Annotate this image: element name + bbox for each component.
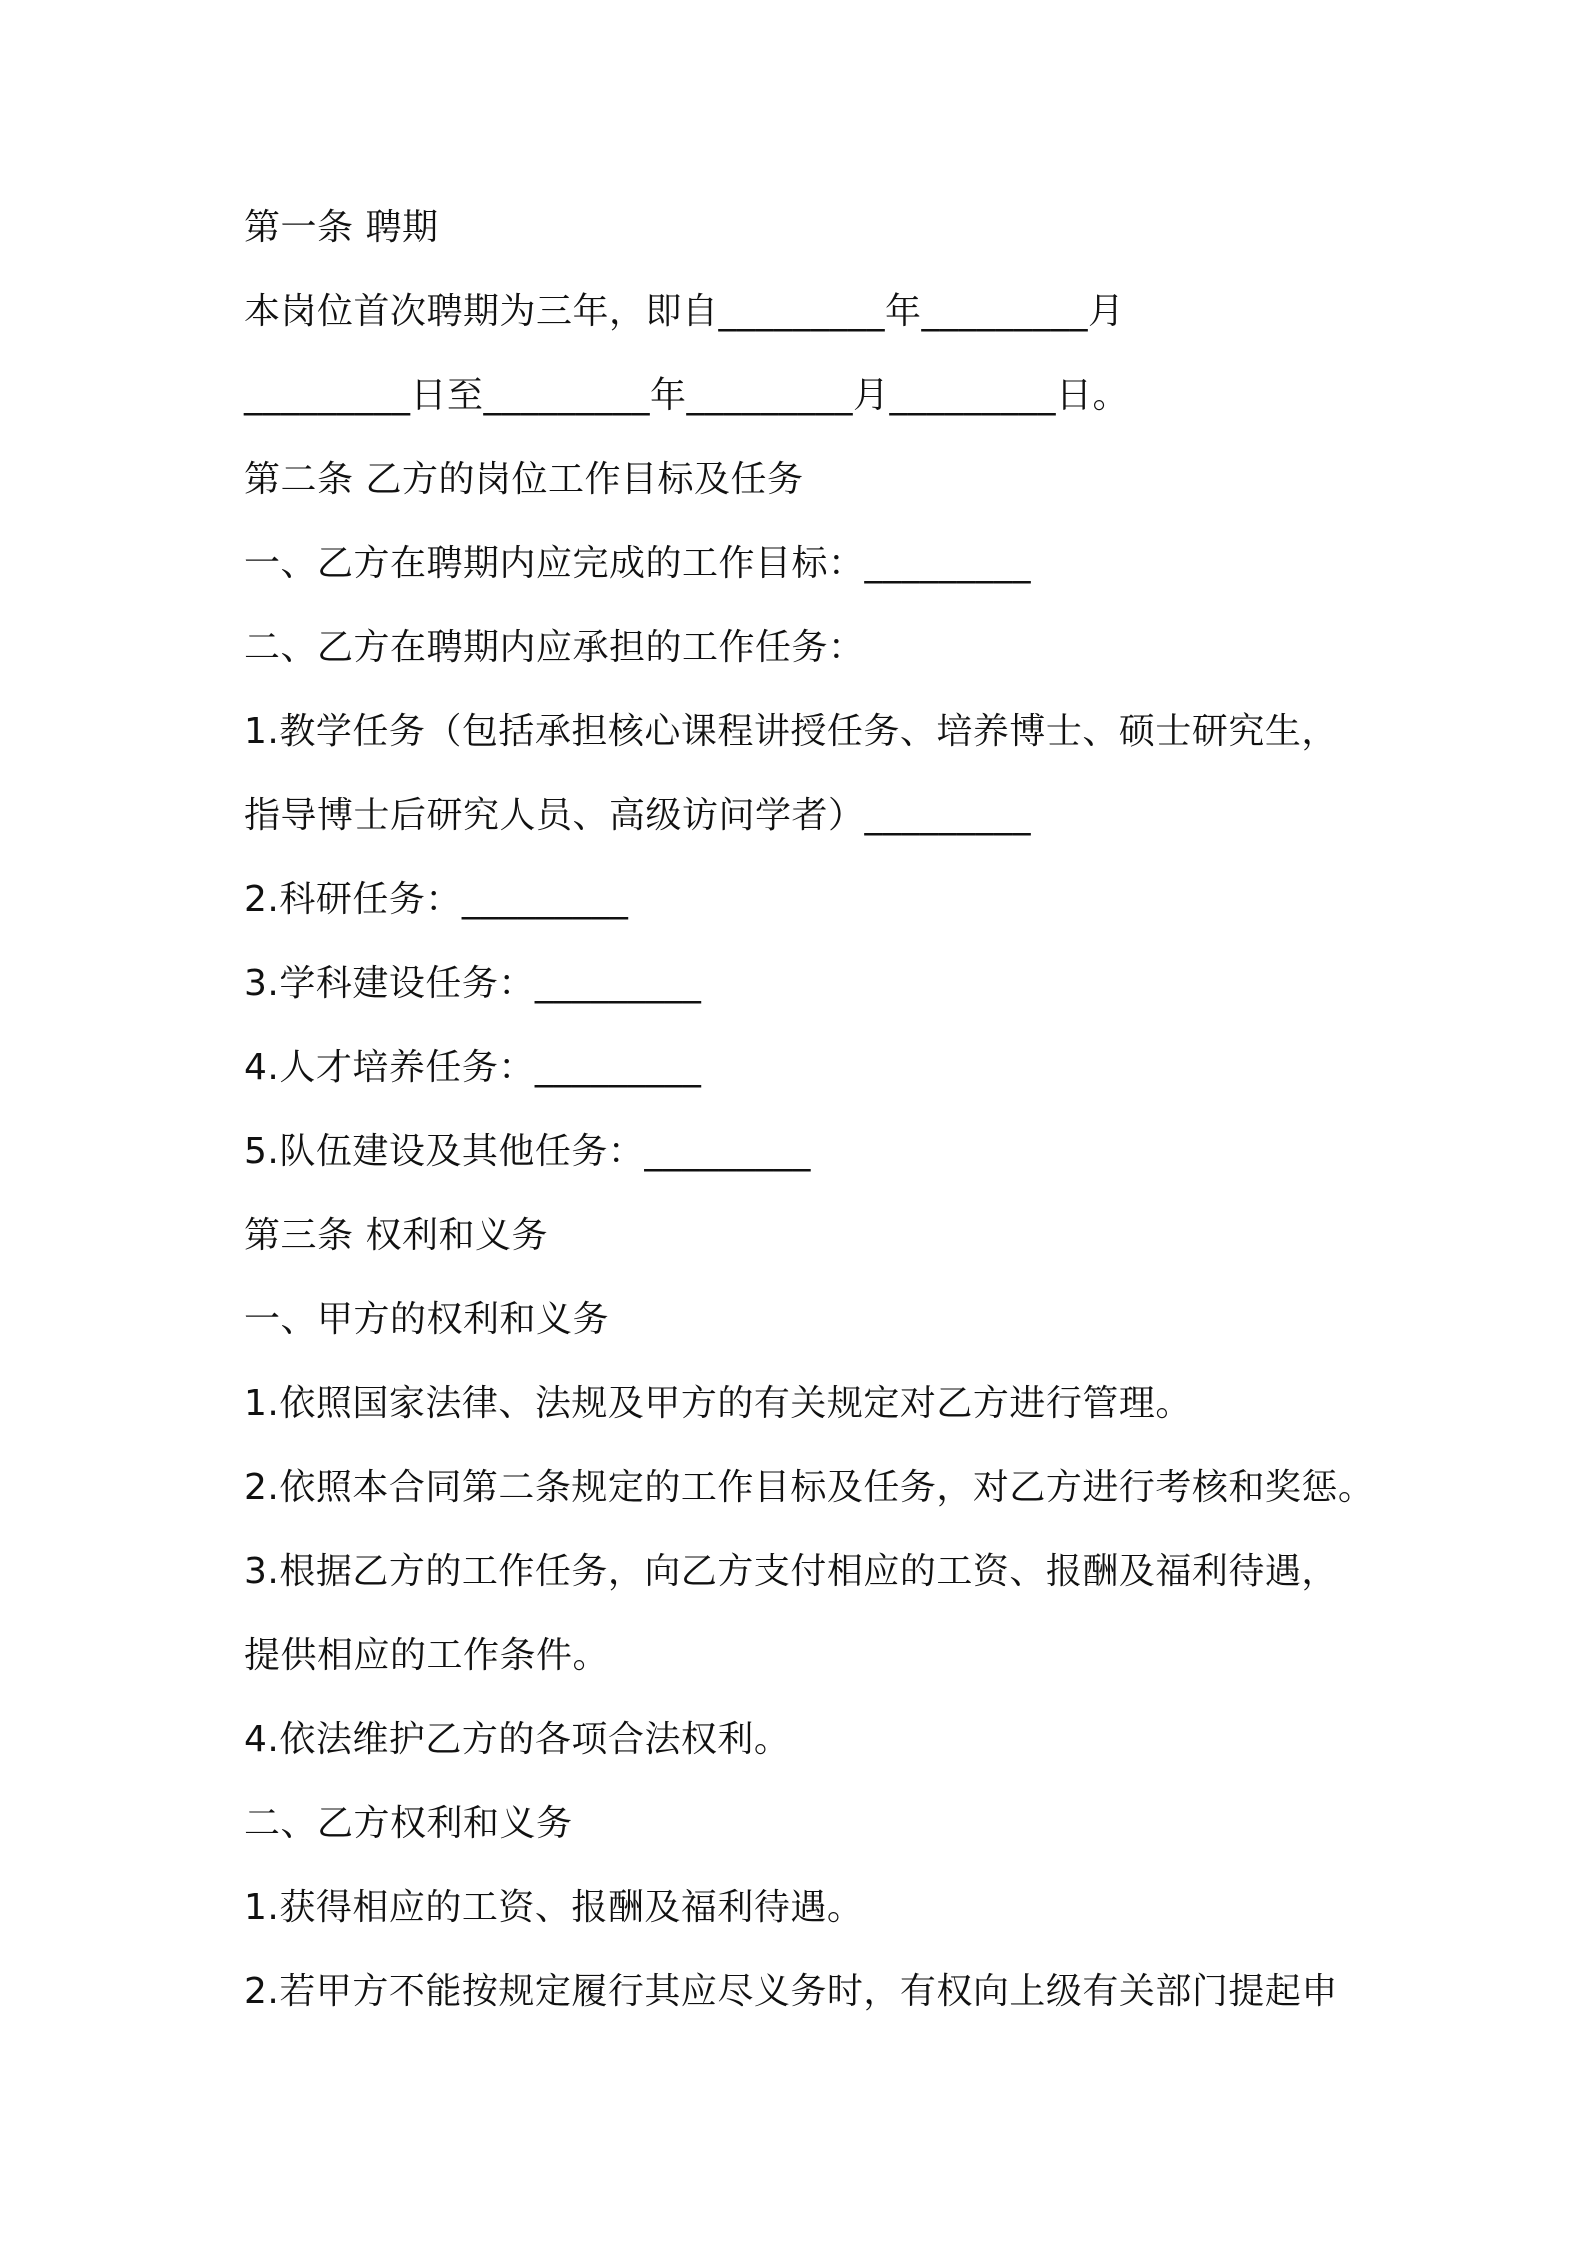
team-task-line: 5.队伍建设及其他任务：_________: [244, 1131, 811, 1172]
article-3-heading: 第三条 权利和义务: [244, 1215, 548, 1256]
party-b-item-1: 1.获得相应的工资、报酬及福利待遇。: [244, 1887, 864, 1928]
article-2-heading: 第二条 乙方的岗位工作目标及任务: [244, 459, 804, 500]
party-a-item-3-line-1: 3.根据乙方的工作任务，向乙方支付相应的工资、报酬及福利待遇，: [244, 1551, 1338, 1592]
teaching-task-line-2: 指导博士后研究人员、高级访问学者）_________: [244, 795, 1032, 836]
work-tasks-heading: 二、乙方在聘期内应承担的工作任务：: [244, 627, 865, 668]
party-a-item-2: 2.依照本合同第二条规定的工作目标及任务，对乙方进行考核和奖惩。: [244, 1467, 1375, 1508]
party-a-item-1: 1.依照国家法律、法规及甲方的有关规定对乙方进行管理。: [244, 1383, 1192, 1424]
party-b-item-2: 2.若甲方不能按规定履行其应尽义务时，有权向上级有关部门提起申: [244, 1971, 1338, 2012]
discipline-task-line: 3.学科建设任务：_________: [244, 963, 702, 1004]
party-a-item-3-line-2: 提供相应的工作条件。: [244, 1635, 610, 1676]
party-b-rights-heading: 二、乙方权利和义务: [244, 1803, 573, 1844]
party-a-rights-heading: 一、甲方的权利和义务: [244, 1299, 610, 1340]
work-goal-line: 一、乙方在聘期内应完成的工作目标：_________: [244, 543, 1032, 584]
term-line-1: 本岗位首次聘期为三年，即自_________年_________月: [244, 291, 1125, 332]
teaching-task-line-1: 1.教学任务（包括承担核心课程讲授任务、培养博士、硕士研究生，: [244, 711, 1338, 752]
term-line-2: _________日至_________年_________月_________日。: [244, 375, 1130, 416]
talent-task-line: 4.人才培养任务：_________: [244, 1047, 702, 1088]
article-1-heading: 第一条 聘期: [244, 207, 439, 248]
research-task-line: 2.科研任务：_________: [244, 879, 629, 920]
party-a-item-4: 4.依法维护乙方的各项合法权利。: [244, 1719, 791, 1760]
